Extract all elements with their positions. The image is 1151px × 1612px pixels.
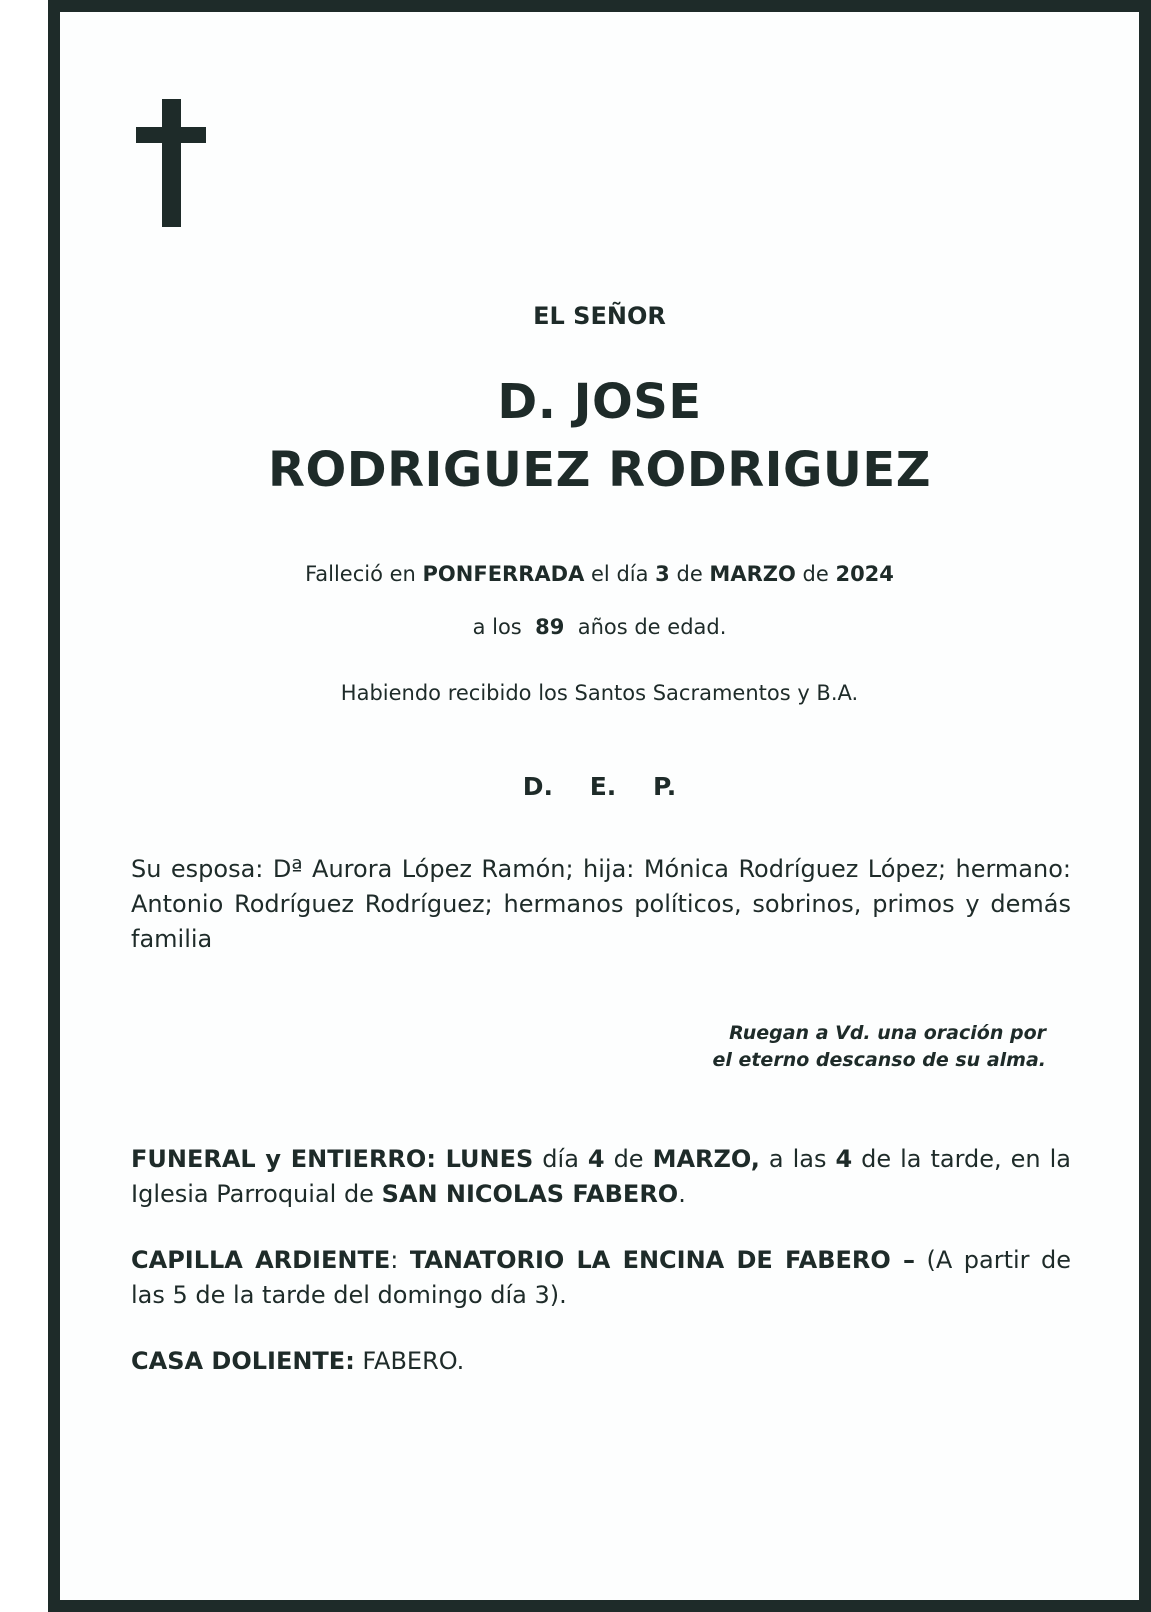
family-list: Su esposa: Dª Aurora López Ramón; hija: Mónica Rodríguez López; hermano: Antonio Rodríguez Rodríguez; hermanos políticos, sobrinos, primos y demás familia [131, 855, 1071, 953]
day: 4 [587, 1145, 605, 1173]
text: el día [591, 562, 649, 586]
hour: 4 [835, 1145, 853, 1173]
text: . [678, 1180, 686, 1208]
text: de [676, 562, 703, 586]
dep: D. E. P. [522, 772, 677, 801]
text: de [802, 562, 829, 586]
death-month: MARZO [709, 562, 796, 586]
name-line-2: RODRIGUEZ RODRIGUEZ [267, 442, 931, 498]
text: años de edad. [577, 615, 727, 639]
death-place: PONFERRADA [422, 562, 585, 586]
death-day: 3 [655, 562, 670, 586]
title: EL SEÑOR [533, 302, 666, 330]
age-value: 89 [535, 615, 565, 639]
label: FUNERAL y ENTIERRO: LUNES [131, 1145, 534, 1173]
text: a las [759, 1145, 836, 1173]
funeral-info [131, 1142, 1071, 1212]
chapel-place: TANATORIO LA ENCINA DE FABERO – [409, 1246, 915, 1274]
chapel-info [131, 1243, 1071, 1313]
label: CASA DOLIENTE: [131, 1347, 355, 1375]
month: MARZO, [652, 1145, 760, 1173]
text: de [604, 1145, 653, 1173]
text: de la tarde, en la Iglesia Parroquial de [131, 1145, 1071, 1208]
text: FABERO. [354, 1347, 465, 1375]
text: Falleció en [305, 562, 416, 586]
deceased-name [60, 368, 1139, 504]
cross-horizontal [136, 127, 206, 143]
prayer-line-1: Ruegan a Vd. una oración por [729, 1022, 1046, 1044]
name-line-1: D. JOSE [497, 374, 702, 430]
label: CAPILLA ARDIENTE [131, 1246, 391, 1274]
age-info [60, 615, 1139, 639]
prayer-request [712, 1020, 1046, 1074]
death-info [60, 562, 1139, 586]
text: (A partir de las 5 de la tarde del domingo día 3). [131, 1246, 1071, 1309]
cross-vertical [162, 99, 181, 227]
text: : [390, 1246, 410, 1274]
death-year: 2024 [835, 562, 894, 586]
church: SAN NICOLAS FABERO [381, 1180, 679, 1208]
text: a los [472, 615, 522, 639]
prayer-line-2: el eterno descanso de su alma. [712, 1049, 1046, 1071]
house-info [131, 1344, 1071, 1379]
text: día [533, 1145, 588, 1173]
sacraments: Habiendo recibido los Santos Sacramentos y B.A. [340, 681, 859, 705]
